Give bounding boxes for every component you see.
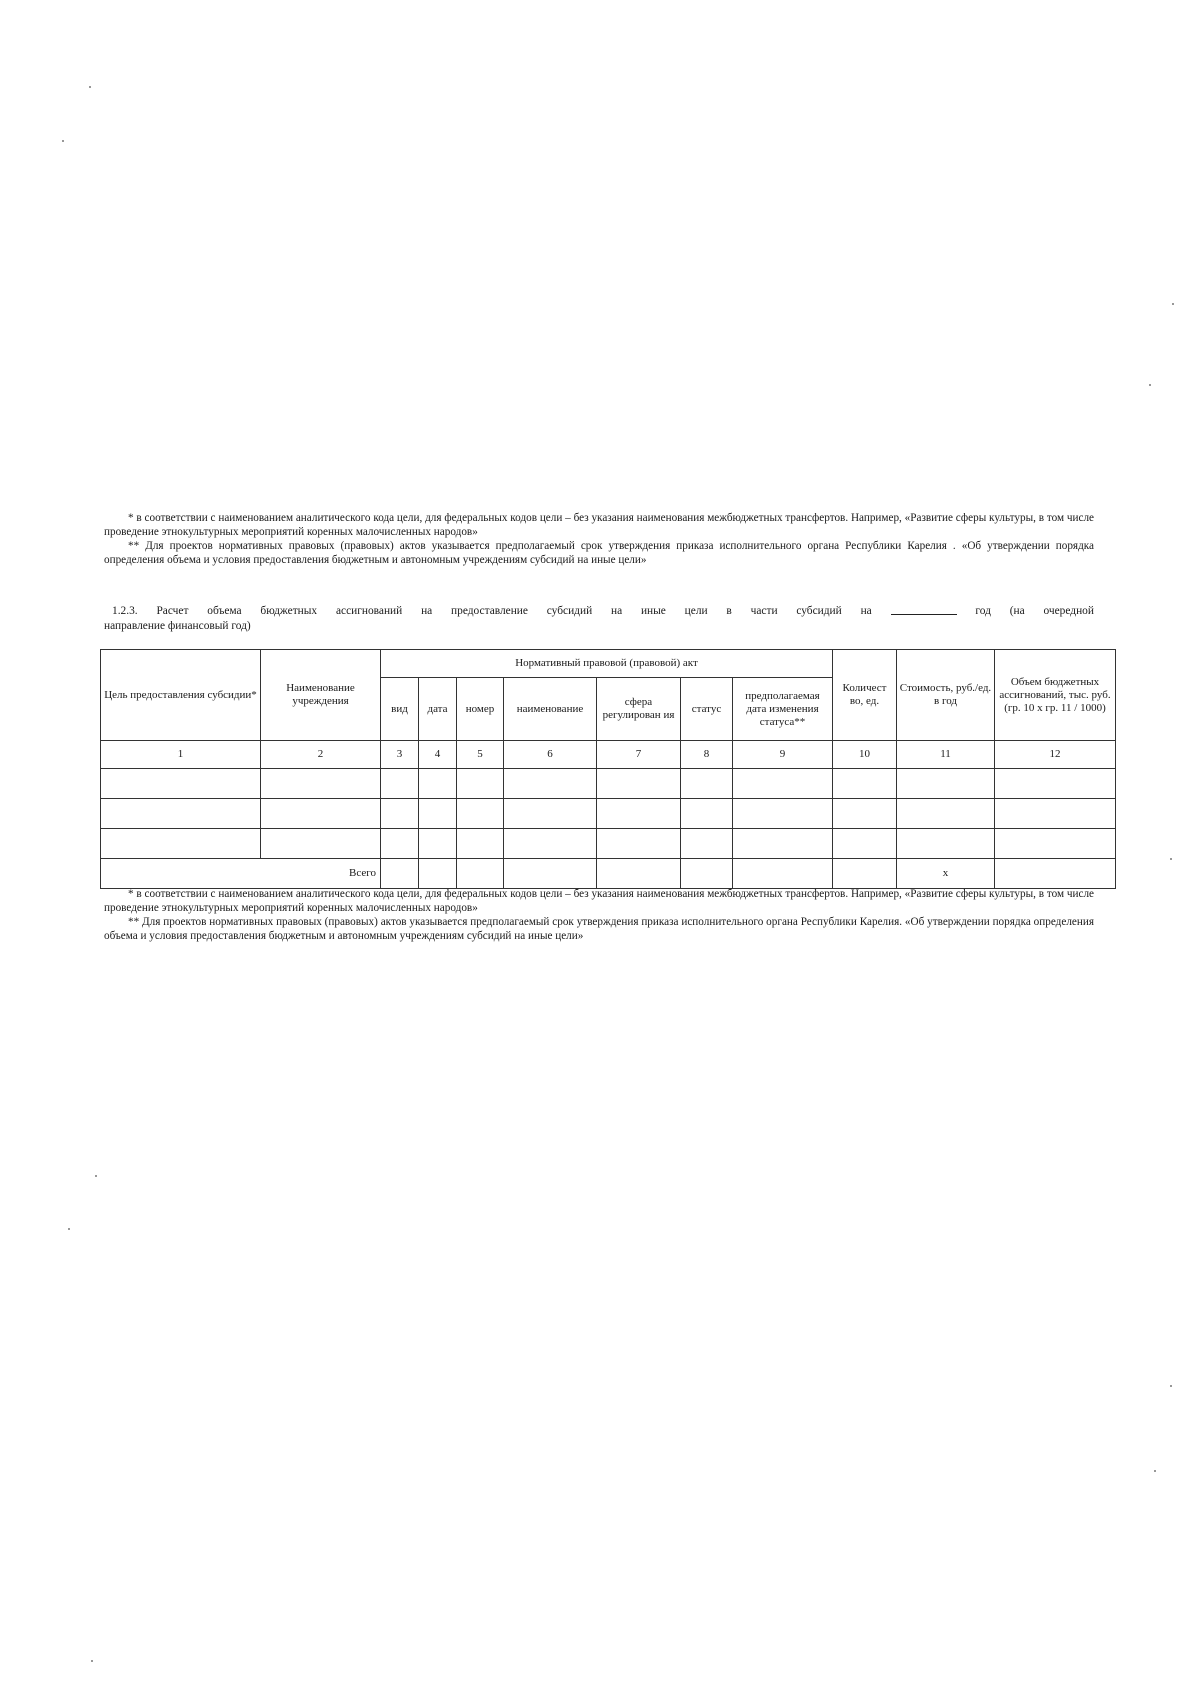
table-header-row-1 (101, 650, 1116, 678)
table-cell (381, 859, 419, 889)
table-cell (261, 799, 381, 829)
year-blank-field (891, 604, 957, 615)
heading-word: на (610, 605, 623, 617)
scan-speck (1170, 1385, 1172, 1387)
table-cell (995, 859, 1116, 889)
table-cell (101, 769, 261, 799)
table-cell (733, 859, 833, 889)
heading-word: объема (207, 605, 242, 617)
table-cell (897, 799, 995, 829)
column-numbers-row (101, 741, 1116, 769)
table-cell (597, 829, 681, 859)
table-cell (897, 829, 995, 859)
table-cell (504, 829, 597, 859)
table-row (101, 769, 1116, 799)
table-cell (681, 859, 733, 889)
heading-word: цели (684, 605, 708, 617)
heading-word: Расчет (156, 605, 189, 617)
table-cell (995, 829, 1116, 859)
subsidy-calculation-table (100, 649, 1116, 889)
heading-word: части (750, 605, 778, 617)
total-cost-cell: х (897, 859, 995, 889)
table-row (101, 829, 1116, 859)
header-cost: Стоимость, руб./ед. в год (897, 650, 995, 741)
table-cell (833, 769, 897, 799)
heading-word: на (860, 605, 872, 617)
column-number: 6 (504, 741, 597, 769)
total-row (101, 859, 1116, 889)
table-cell (457, 799, 504, 829)
table-cell (101, 799, 261, 829)
header-legal-act: Нормативный правовой (правовой) акт (381, 650, 833, 678)
heading-word: субсидий (546, 605, 593, 617)
section-heading-line-1 (104, 604, 1094, 619)
table-cell (419, 799, 457, 829)
heading-word: в (726, 605, 732, 617)
header-act-date: дата (419, 678, 457, 741)
table-cell (597, 799, 681, 829)
table-cell (261, 769, 381, 799)
section-heading (104, 604, 1094, 634)
heading-word: (на (1009, 605, 1025, 617)
column-number: 8 (681, 741, 733, 769)
scan-speck (91, 1660, 93, 1662)
header-institution: Наименование учреждения (261, 650, 381, 741)
table-cell (597, 769, 681, 799)
section-heading-line-2: направление финансовый год) (104, 620, 251, 632)
header-act-status-change-date: предполагаемая дата изменения статуса** (733, 678, 833, 741)
column-number: 2 (261, 741, 381, 769)
column-number: 1 (101, 741, 261, 769)
table-cell (419, 769, 457, 799)
footnote-star-2: ** Для проектов нормативных правовых (правовых) актов указывается предполагаемый срок утверждения приказа исполнительного органа Республики Карелия . «Об утверждении порядка определения объема и условия предоставления бюджетным и автономным учреждениям субсидий на иные цели» (104, 540, 1094, 566)
table-cell (381, 829, 419, 859)
total-label: Всего (101, 859, 381, 889)
header-act-scope: сфера регулирован ия (597, 678, 681, 741)
table-cell (681, 799, 733, 829)
footnote-star-1: * в соответствии с наименованием аналитического кода цели, для федеральных кодов цели – без указания наименования межбюджетных трансфертов. Например, «Развитие сферы культуры, в том числе проведение этнокультурных мероприятий коренных малочисленных народов» (104, 512, 1094, 538)
heading-word: ассигнований (335, 605, 403, 617)
scan-speck (62, 140, 64, 142)
header-act-name: наименование (504, 678, 597, 741)
footnote-star-2: ** Для проектов нормативных правовых (правовых) актов указывается предполагаемый срок утверждения приказа исполнительного органа Республики Карелия. «Об утверждении порядка определения объема и условия предоставления бюджетным и автономным учреждениям субсидий на иные цели» (104, 916, 1094, 942)
table-cell (381, 799, 419, 829)
table-cell (261, 829, 381, 859)
scan-speck (89, 86, 91, 88)
header-act-number: номер (457, 678, 504, 741)
header-act-status: статус (681, 678, 733, 741)
heading-word: 1.2.3. (112, 605, 138, 617)
table-cell (733, 769, 833, 799)
heading-word: субсидий (796, 605, 842, 617)
column-number: 10 (833, 741, 897, 769)
table-cell (457, 859, 504, 889)
column-number: 11 (897, 741, 995, 769)
table-cell (457, 769, 504, 799)
table-cell (419, 859, 457, 889)
table-cell (597, 859, 681, 889)
table-cell (733, 829, 833, 859)
column-number: 5 (457, 741, 504, 769)
scan-speck (1172, 303, 1174, 305)
table-cell (101, 829, 261, 859)
table-cell (995, 799, 1116, 829)
column-number: 4 (419, 741, 457, 769)
column-number: 9 (733, 741, 833, 769)
heading-word: очередной (1043, 605, 1094, 617)
table-cell (504, 799, 597, 829)
column-number: 12 (995, 741, 1116, 769)
table-cell (897, 769, 995, 799)
scan-speck (1170, 858, 1172, 860)
scan-speck (1154, 1470, 1156, 1472)
table-cell (419, 829, 457, 859)
table-cell (833, 799, 897, 829)
heading-word: иные (640, 605, 666, 617)
header-purpose: Цель предоставления субсидии* (101, 650, 261, 741)
header-act-type: вид (381, 678, 419, 741)
scan-speck (68, 1228, 70, 1230)
footnotes-top (104, 511, 1094, 567)
table-cell (995, 769, 1116, 799)
header-quantity: Количест во, ед. (833, 650, 897, 741)
header-volume: Объем бюджетных ассигнований, тыс. руб. (гр. 10 х гр. 11 / 1000) (995, 650, 1116, 741)
table-row (101, 799, 1116, 829)
table-cell (733, 799, 833, 829)
table-cell (833, 829, 897, 859)
column-number: 3 (381, 741, 419, 769)
table-cell (504, 859, 597, 889)
heading-word: на (421, 605, 433, 617)
column-number: 7 (597, 741, 681, 769)
footnotes-bottom (104, 887, 1094, 943)
scan-speck (1149, 384, 1151, 386)
scan-speck (95, 1175, 97, 1177)
footnote-star-1: * в соответствии с наименованием аналитического кода цели, для федеральных кодов цели – без указания наименования межбюджетных трансфертов. Например, «Развитие сферы культуры, в том числе проведение этнокультурных мероприятий коренных малочисленных народов» (104, 888, 1094, 914)
heading-word: год (975, 605, 991, 617)
table-cell (681, 829, 733, 859)
table-cell (457, 829, 504, 859)
heading-word: предоставление (451, 605, 528, 617)
table-cell (381, 769, 419, 799)
table-cell (833, 859, 897, 889)
table-cell (504, 769, 597, 799)
heading-word: бюджетных (260, 605, 318, 617)
table-cell (681, 769, 733, 799)
